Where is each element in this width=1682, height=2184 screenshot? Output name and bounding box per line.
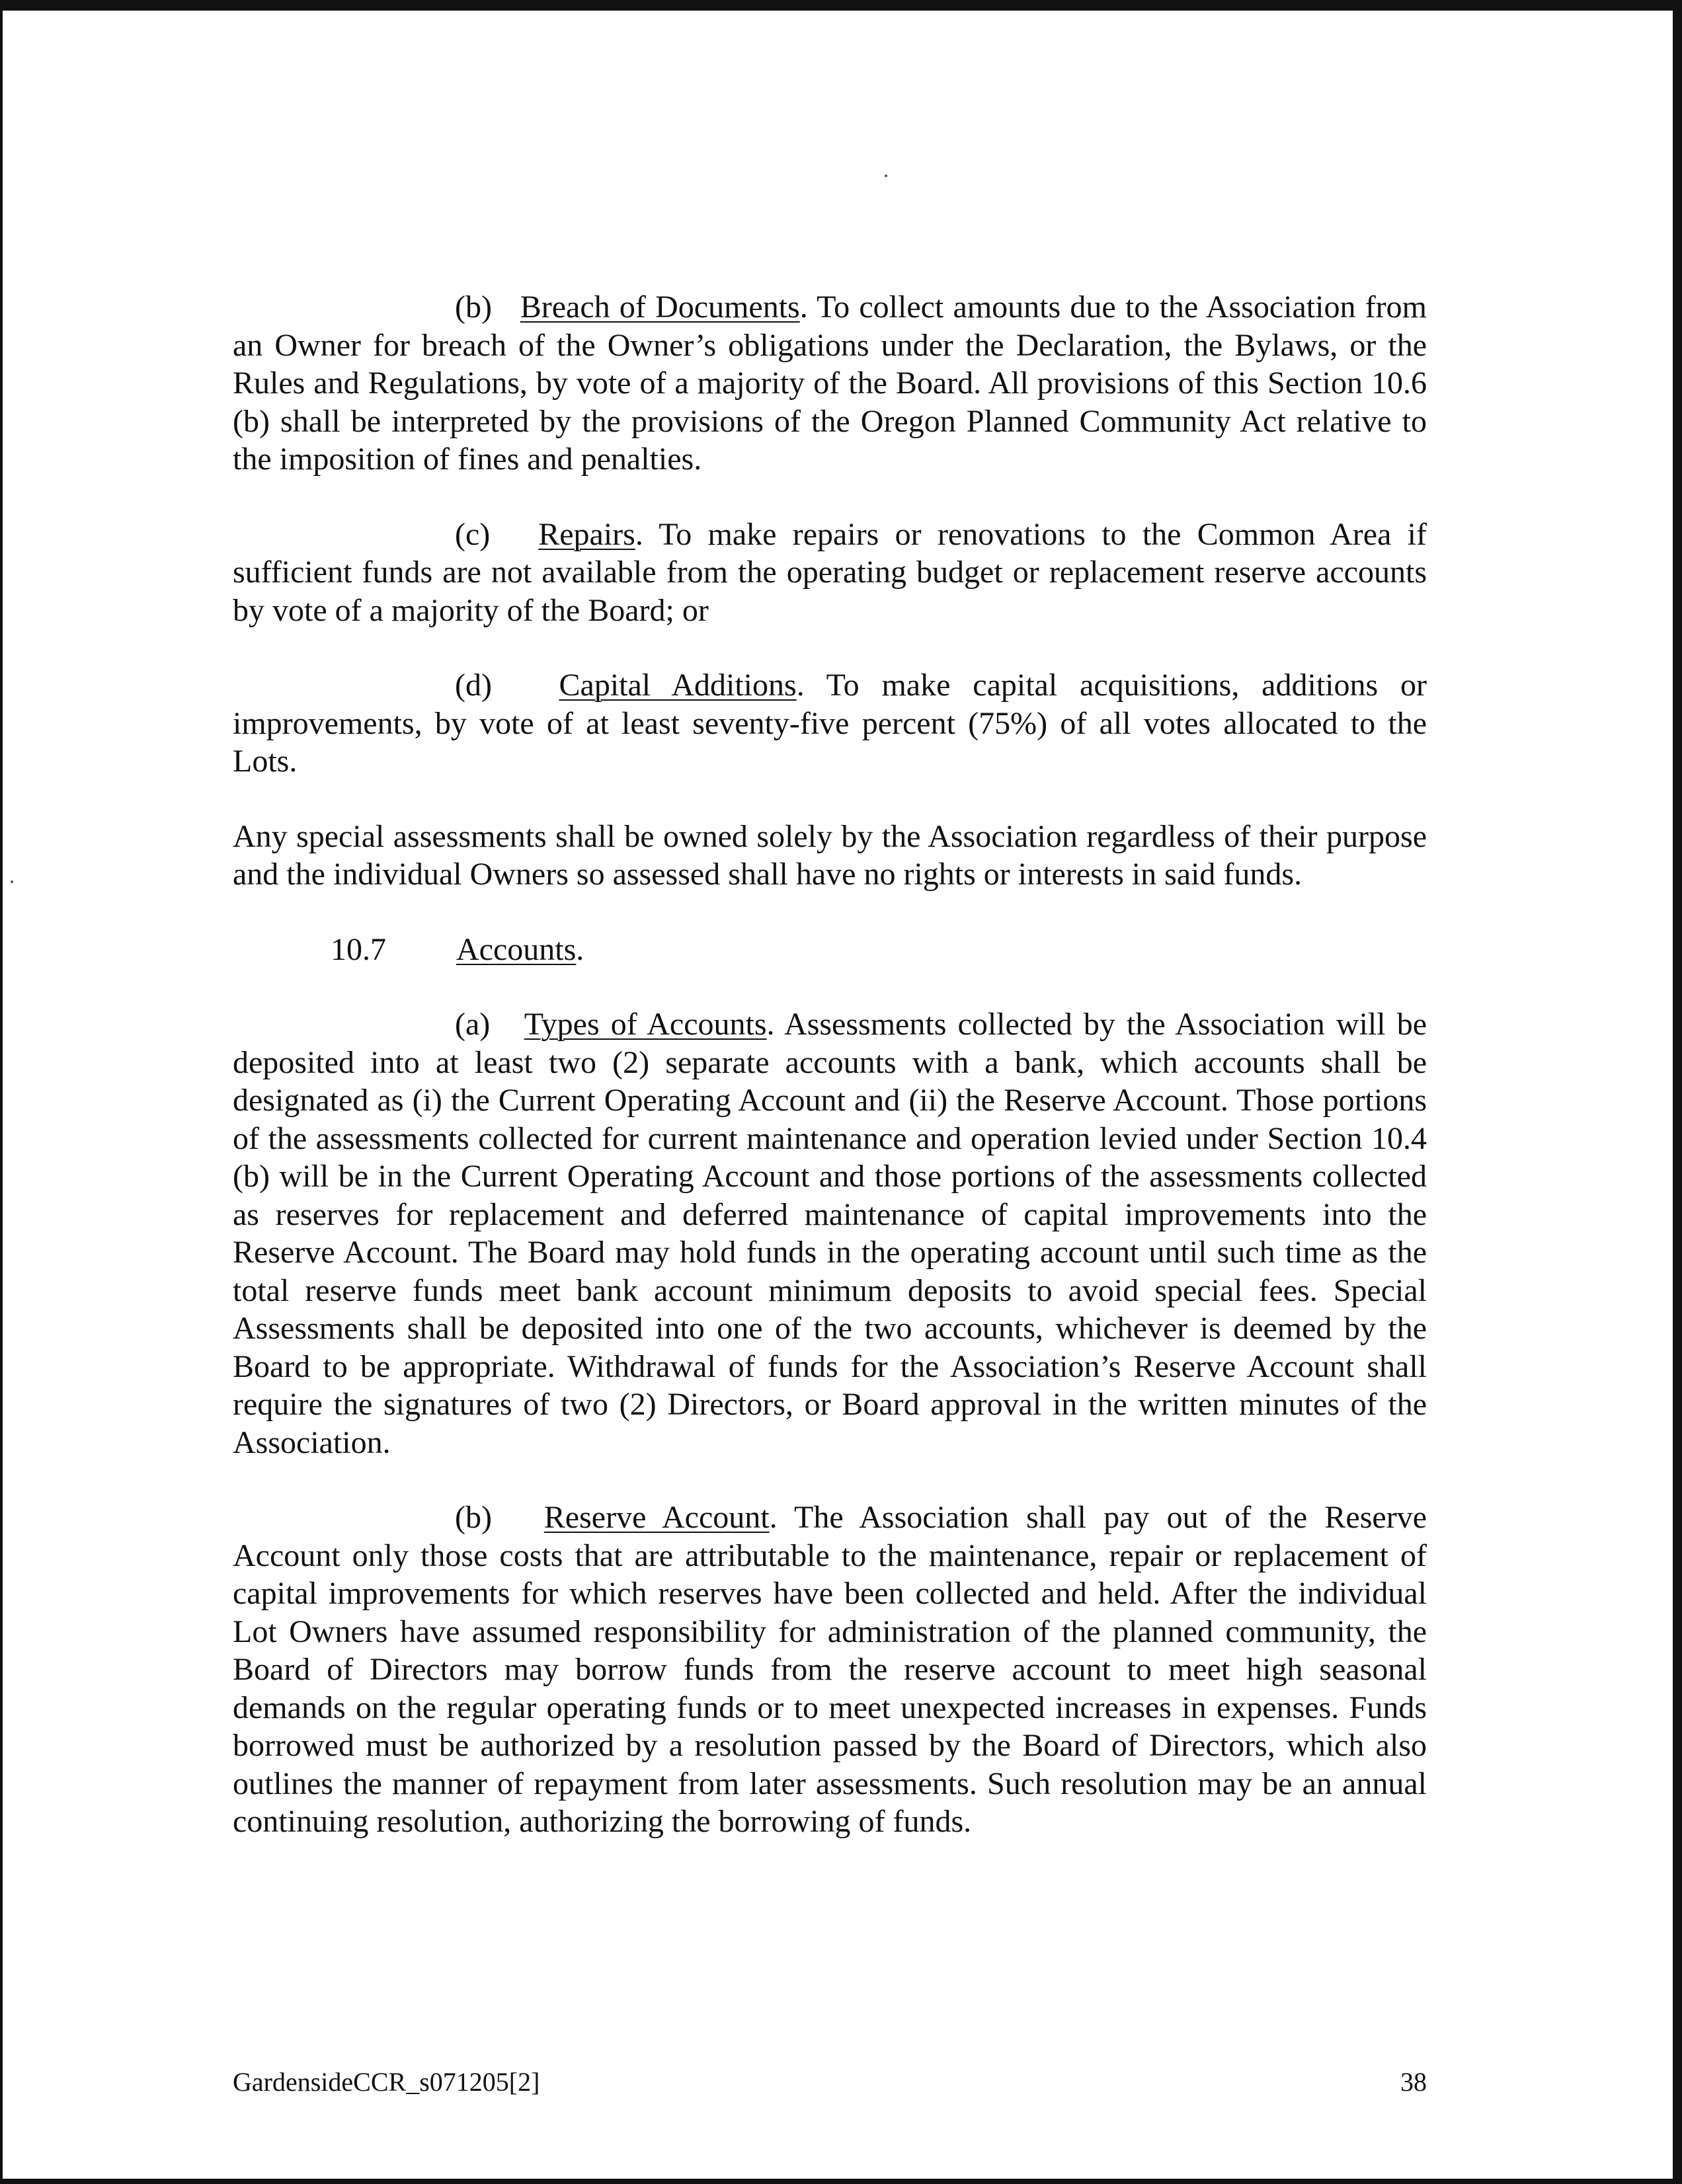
section-number: 10.7: [331, 931, 386, 967]
paragraph-capital-additions: [233, 666, 1427, 781]
paragraph-text: . Assessments collected by the Association will be deposited into at least two (2) separate accounts with a bank, which accounts shall be designated as (i) the Current Operating Account and (ii) the Reserve Account. Those portions of the assessments collected for current maintenance and operation levied under Section 10.4 (b) will be in the Current Operating Account and those portions of the assessments collected as reserves for replacement and deferred maintenance of capital improvements into the Reserve Account. The Board may hold funds in the operating account until such time as the total reserve funds meet bank account minimum deposits to avoid special fees. Special Assessments shall be deposited into one of the two accounts, whichever is deemed by the Board to be appropriate. Withdrawal of funds for the Association’s Reserve Account shall require the signatures of two (2) Directors, or Board approval in the written minutes of the Association.: [233, 1007, 1427, 1460]
paragraph-text: . To make repairs or renovations to the Common Area if sufficient funds are not available from the operating budget or replacement reserve accounts by vote of a majority of the Board; or: [233, 516, 1427, 628]
scan-border-bottom: [0, 2179, 1682, 2184]
paragraph-title: Reserve Account: [543, 1500, 770, 1535]
paragraph-special-assessments: Any special assessments shall be owned solely by the Association regardless of their purpose and the individual Owners so assessed shall have no rights or interests in said funds.: [233, 818, 1427, 892]
paragraph-text: . To collect amounts due to the Association from an Owner for breach of the Owner’s obligations under the Declaration, the Bylaws, or the Rules and Regulations, by vote of a majority of the Board. All provisions of this Section 10.6 (b) shall be interpreted by the provisions of the Oregon Planned Community Act relative to the imposition of fines and penalties.: [233, 290, 1427, 477]
section-heading-accounts: [233, 931, 1427, 969]
paragraph-title: Types of Accounts: [524, 1007, 767, 1042]
paragraph-title: Repairs: [538, 516, 635, 552]
paragraph-text: . To make capital acquisitions, additions or improvements, by vote of at least seventy-five percent (75%) of all votes allocated to the Lots.: [233, 668, 1427, 779]
scan-border-top: [0, 0, 1682, 11]
scan-border-right: [1673, 0, 1682, 2184]
scan-speck: [11, 880, 13, 883]
document-body: [233, 288, 1427, 1878]
section-title-suffix: .: [576, 931, 584, 967]
paragraph-label: (a): [455, 1007, 491, 1042]
paragraph-label: (b): [455, 1500, 492, 1535]
paragraph-label: (d): [455, 668, 492, 703]
section-title: Accounts: [456, 931, 577, 967]
scan-border-left: [0, 0, 3, 2184]
scan-speck: [885, 175, 887, 177]
paragraph-text: . The Association shall pay out of the Reserve Account only those costs that are attributable to the maintenance, repair or replacement of capital improvements for which reserves have been collected and held. After the individual Lot Owners have assumed responsibility for administration of the planned community, the Board of Directors may borrow funds from the reserve account to meet high seasonal demands on the regular operating funds or to meet unexpected increases in expenses. Funds borrowed must be authorized by a resolution passed by the Board of Directors, which also outlines the manner of repayment from later assessments. Such resolution may be an annual continuing resolution, authorizing the borrowing of funds.: [233, 1500, 1427, 1839]
page-number: 38: [1400, 2067, 1427, 2097]
paragraph-label: (b): [455, 290, 492, 325]
paragraph-reserve-account: [233, 1499, 1427, 1841]
paragraph-breach-of-documents: [233, 288, 1427, 479]
document-id: GardensideCCR_s071205[2]: [233, 2067, 540, 2097]
paragraph-repairs: [233, 516, 1427, 630]
paragraph-label: (c): [455, 516, 491, 552]
paragraph-title: Breach of Documents: [520, 290, 800, 325]
paragraph-title: Capital Additions: [559, 668, 797, 703]
paragraph-types-of-accounts: [233, 1005, 1427, 1462]
